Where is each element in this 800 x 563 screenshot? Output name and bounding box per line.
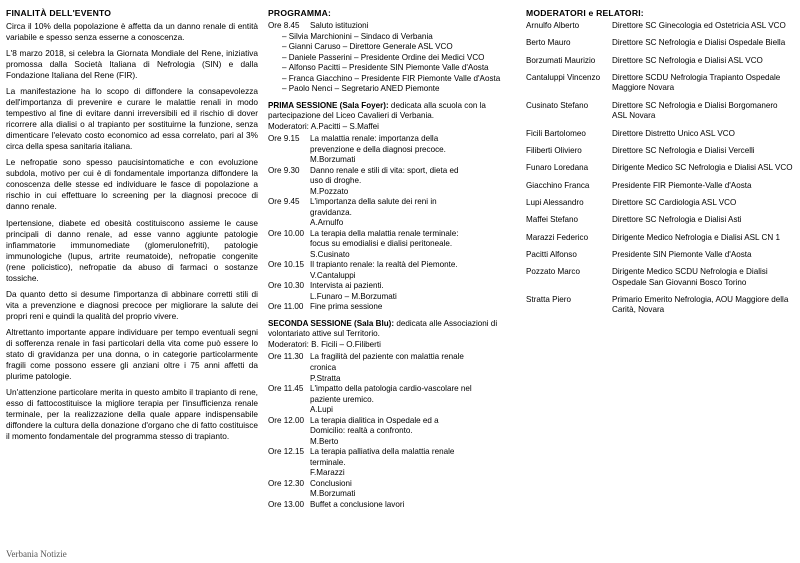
person-role bbox=[612, 163, 794, 180]
item-speaker: P.Stratta bbox=[310, 373, 341, 383]
item-text bbox=[310, 384, 518, 416]
table-row bbox=[526, 181, 794, 198]
session-one-moderators: Moderatori: A.Pacitti – S.Maffei bbox=[268, 121, 379, 131]
person-name: Ficili Bartolomeo bbox=[526, 128, 586, 138]
person-role bbox=[612, 73, 794, 101]
item-text bbox=[310, 197, 518, 229]
item-line: Il trapianto renale: la realtà del Piemonte. bbox=[310, 260, 458, 270]
person-role bbox=[612, 21, 794, 38]
item-speaker: M.Berto bbox=[310, 436, 339, 446]
institution-item: – Gianni Caruso – Direttore Generale ASL VCO bbox=[282, 42, 453, 52]
person-role-line: Dirigente Medico SCDU Nefrologia e Dialisi bbox=[612, 267, 768, 277]
item-speaker: L.Funaro – M.Borzumati bbox=[310, 291, 397, 301]
session-one-heading bbox=[268, 101, 518, 122]
institution-item: – Daniele Passerini – Presidente Ordine dei Medici VCO bbox=[282, 52, 485, 62]
person-name: Lupi Alessandro bbox=[526, 197, 584, 207]
person-name: Cusinato Stefano bbox=[526, 100, 589, 110]
institution-label: Silvia Marchionini – Sindaco di Verbania bbox=[288, 31, 433, 41]
item-line: paziente uremico. bbox=[310, 394, 374, 404]
session-two-item bbox=[268, 352, 518, 384]
item-speaker: V.Cantaluppi bbox=[310, 270, 356, 280]
session-two-moderators: Moderatori: B. Ficili – O.Filiberti bbox=[268, 339, 381, 349]
session-two-heading-bold: SECONDA SESSIONE (Sala Blu): bbox=[268, 318, 395, 328]
person-role-line: Primario Emerito Nefrologia, AOU Maggiore della bbox=[612, 295, 789, 305]
item-text bbox=[310, 281, 518, 302]
person-role-line: Direttore SC Nefrologia e Dialisi Borgomanero bbox=[612, 100, 778, 110]
session-two-heading bbox=[268, 319, 518, 340]
person-role-line: Direttore SC Nefrologia e Dialisi Ospedale Biella bbox=[612, 38, 786, 48]
finalita-paragraph: Circa il 10% della popolazione è affetta da un danno renale di entità variabile e spesso senza esserne a conoscenza. bbox=[6, 21, 258, 43]
column-finalita bbox=[6, 8, 268, 447]
item-time: Ore 9.30 bbox=[268, 165, 300, 175]
item-text bbox=[310, 134, 518, 166]
people-table bbox=[526, 21, 794, 323]
person-name: Borzumati Maurizio bbox=[526, 55, 596, 65]
person-name: Giacchino Franca bbox=[526, 180, 590, 190]
table-row bbox=[526, 215, 794, 232]
finalita-paragraph: Da quanto detto si desume l'importanza di abbinare corretti stili di vita a prevenzione e diagnosi precoce per migliorare la salute dei propri reni e quindi la qualità del proprio vivere. bbox=[6, 288, 258, 321]
item-time: Ore 10.15 bbox=[268, 260, 304, 270]
institution-label: Daniele Passerini – Presidente Ordine dei Medici VCO bbox=[288, 52, 485, 62]
person-name: Filiberti Oliviero bbox=[526, 145, 582, 155]
item-text bbox=[310, 166, 518, 198]
person-name: Cantaluppi Vincenzo bbox=[526, 73, 601, 83]
item-time: Ore 10.30 bbox=[268, 281, 304, 291]
item-line: La terapia palliativa della malattia renale bbox=[310, 447, 455, 457]
item-line: uso di droghe. bbox=[310, 176, 362, 186]
table-row bbox=[526, 129, 794, 146]
column-moderatori-relatori bbox=[526, 8, 794, 323]
item-time: Ore 12.15 bbox=[268, 447, 304, 457]
session-two-item bbox=[268, 447, 518, 479]
item-line: La fragilità del paziente con malattia renale bbox=[310, 352, 464, 362]
session-one-heading-rest: dedicata alla scuola con la partecipazione del Liceo Cavalieri di Verbania. bbox=[268, 100, 486, 121]
item-time: Ore 10.00 bbox=[268, 228, 304, 238]
table-row bbox=[526, 163, 794, 180]
institution-label: Gianni Caruso – Direttore Generale ASL VCO bbox=[288, 42, 453, 52]
person-role-line-2: Maggiore Novara bbox=[612, 83, 675, 93]
person-name: Pacitti Alfonso bbox=[526, 250, 577, 260]
session-one-item bbox=[268, 260, 518, 281]
institution-item: – Paolo Nenci – Segretario ANED Piemonte bbox=[282, 84, 440, 94]
item-text bbox=[310, 416, 518, 448]
person-role bbox=[612, 129, 794, 146]
person-role-line: Direttore SC Cardiologia ASL VCO bbox=[612, 197, 737, 207]
item-text bbox=[310, 260, 518, 281]
session-one-item bbox=[268, 134, 518, 166]
finalita-paragraph: La manifestazione ha lo scopo di diffondere la consapevolezza dell'importanza di prevenire e curare le malattie renali in modo tempestivo al fine di evitare danni irreversibili ed il rischio di dover ricorrere alla dialisi o al trapianto per sostituirne la funzione, senza dimenticare l'elevato costo economico ad essa correlato, pari al 3% circa della spesa sanitaria italiana. bbox=[6, 86, 258, 152]
person-role bbox=[612, 56, 794, 73]
watermark-label: Verbania Notizie bbox=[6, 549, 67, 559]
person-name: Maffei Stefano bbox=[526, 215, 579, 225]
person-role-line: Direttore SC Nefrologia e Dialisi ASL VCO bbox=[612, 55, 763, 65]
person-role bbox=[612, 295, 794, 323]
item-line: La terapia dialitica in Ospedale ed a bbox=[310, 415, 439, 425]
session-one-item bbox=[268, 281, 518, 302]
institution-item: – Silvia Marchionini – Sindaco di Verbania bbox=[282, 31, 433, 41]
session-one-heading-bold: PRIMA SESSIONE (Sala Foyer): bbox=[268, 100, 389, 110]
moderatori-title: MODERATORI e RELATORI: bbox=[526, 8, 644, 18]
item-speaker: M.Borzumati bbox=[310, 489, 356, 499]
person-role bbox=[612, 181, 794, 198]
item-line: gravidanza. bbox=[310, 207, 352, 217]
person-role-line: Direttore SCDU Nefrologia Trapianto Ospedale bbox=[612, 73, 781, 83]
item-line: terminale. bbox=[310, 457, 346, 467]
person-name: Berto Mauro bbox=[526, 38, 571, 48]
item-line: L'importanza della salute dei reni in bbox=[310, 197, 437, 207]
person-name: Arnulfo Alberto bbox=[526, 21, 580, 30]
item-time: Ore 11.30 bbox=[268, 352, 304, 362]
institution-item: – Franca Giacchino – Presidente FIR Piemonte Valle d'Aosta bbox=[282, 73, 501, 83]
item-line: Conclusioni bbox=[310, 478, 352, 488]
table-row bbox=[526, 233, 794, 250]
item-text bbox=[310, 229, 518, 261]
programma-opening-time: Ore 8.45 bbox=[268, 21, 300, 30]
session-one-item bbox=[268, 302, 518, 313]
item-time: Ore 11.45 bbox=[268, 384, 304, 394]
item-text bbox=[310, 352, 518, 384]
person-role-line-2: Carità, Novara bbox=[612, 305, 665, 315]
item-line: cronica bbox=[310, 362, 337, 372]
finalita-title: FINALITÀ DELL'EVENTO bbox=[6, 8, 112, 18]
session-one-item bbox=[268, 166, 518, 198]
person-role-line: Direttore SC Nefrologia e Dialisi Vercelli bbox=[612, 145, 755, 155]
person-role bbox=[612, 101, 794, 129]
table-row bbox=[526, 21, 794, 38]
item-line: Intervista ai pazienti. bbox=[310, 281, 384, 291]
person-name: Marazzi Federico bbox=[526, 232, 589, 242]
item-line: La malattia renale: importanza della bbox=[310, 134, 439, 144]
finalita-paragraph: Le nefropatie sono spesso paucisintomatiche e con evoluzione subdola, motivo per cui è di fondamentale importanza diffondere la conoscenza delle stesse ed individuare le fasce di popolazione a rischio in cui effettuare lo screening per la diagnosi precoce di danno renale. bbox=[6, 157, 258, 212]
finalita-paragraph: Altrettanto importante appare individuare per tempo eventuali segni di sofferenza renale in fasi particolari della vita come può essere lo stato di gravidanza per una donna, o in categorie particolarmente fragili come possono essere gli anziani oltre i 75 anni affetti da plurime patologie. bbox=[6, 326, 258, 381]
finalita-paragraph: L'8 marzo 2018, si celebra la Giornata Mondiale del Rene, iniziativa promossa dalla Società Italiana di Nefrologia (SIN) e dalla Fondazione Italiana del Rene (FIR). bbox=[6, 48, 258, 81]
table-row bbox=[526, 56, 794, 73]
column-programma bbox=[268, 8, 526, 510]
institution-item: – Alfonso Pacitti – Presidente SIN Piemonte Valle d'Aosta bbox=[282, 63, 489, 73]
session-two-item bbox=[268, 479, 518, 500]
table-row bbox=[526, 198, 794, 215]
person-role-line: Direttore SC Ginecologia ed Ostetricia ASL VCO bbox=[612, 21, 786, 30]
session-two-item bbox=[268, 500, 518, 511]
person-role bbox=[612, 233, 794, 250]
table-row bbox=[526, 146, 794, 163]
session-one-item bbox=[268, 197, 518, 229]
item-line: Domicilio: realtà a confronto. bbox=[310, 426, 413, 436]
person-role-line: Dirigente Medico SC Nefrologia e Dialisi ASL VCO bbox=[612, 163, 793, 173]
person-role-line: Presidente SIN Piemonte Valle d'Aosta bbox=[612, 250, 752, 260]
session-two-item bbox=[268, 384, 518, 416]
session-two-heading-rest: dedicata alle Associazioni di volontariato attive sul Territorio. bbox=[268, 318, 498, 339]
person-role bbox=[612, 198, 794, 215]
item-speaker: A.Lupi bbox=[310, 405, 333, 415]
item-line: focus su emodialisi e dialisi peritoneale. bbox=[310, 239, 453, 249]
item-time: Ore 12.30 bbox=[268, 478, 304, 488]
finalita-paragraph: Ipertensione, diabete ed obesità costituiscono assieme le cause principali di danno renale, ad esse vanno aggiunte patologie infiammatorie immunomediate (glomerulonefriti), patologie immunologiche (lupus, artrite reumatoide), nefropatie congenite (rene policistico), nefropatie da abuso di farmaci o sostanze tossiche. bbox=[6, 217, 258, 283]
item-speaker: S.Cusinato bbox=[310, 249, 350, 259]
item-speaker: A.Arnulfo bbox=[310, 218, 344, 228]
programma-opening-text: Saluto istituzioni bbox=[310, 21, 369, 30]
person-role-line: Dirigente Medico Nefrologia e Dialisi ASL CN 1 bbox=[612, 232, 780, 242]
person-role bbox=[612, 267, 794, 295]
item-line: Danno renale e stili di vita: sport, dieta ed bbox=[310, 165, 459, 175]
item-line: Buffet a conclusione lavori bbox=[310, 499, 405, 509]
finalita-paragraph: Un'attenzione particolare merita in questo ambito il trapianto di rene, esso di fattocostituisce la migliore terapia per l'insufficienza renale terminale, per la realizzazione della quale appare indispensabile diffondere la cultura della donazione d'organo che di fatto costituisce il momento fondamentale del programma stesso di trapianto. bbox=[6, 386, 258, 442]
session-one-item bbox=[268, 229, 518, 261]
table-row bbox=[526, 250, 794, 267]
person-role-line-2: Ospedale San Giovanni Bosco Torino bbox=[612, 277, 747, 287]
programma-opening bbox=[268, 21, 518, 32]
person-role bbox=[612, 146, 794, 163]
person-role-line: Direttore SC Nefrologia e Dialisi Asti bbox=[612, 215, 742, 225]
institution-label: Paolo Nenci – Segretario ANED Piemonte bbox=[288, 84, 440, 94]
person-role bbox=[612, 250, 794, 267]
table-row bbox=[526, 267, 794, 295]
person-role-line: Presidente FIR Piemonte-Valle d'Aosta bbox=[612, 180, 752, 190]
item-line: L'impatto della patologia cardio-vascolare nel bbox=[310, 384, 472, 394]
institution-label: Franca Giacchino – Presidente FIR Piemonte Valle d'Aosta bbox=[288, 73, 501, 83]
person-name: Funaro Loredana bbox=[526, 163, 589, 173]
item-line: Fine prima sessione bbox=[310, 302, 383, 312]
item-text bbox=[310, 447, 518, 479]
item-text bbox=[310, 479, 518, 500]
programma-title: PROGRAMMA: bbox=[268, 8, 332, 18]
person-role-line: Direttore Distretto Unico ASL VCO bbox=[612, 128, 735, 138]
table-row bbox=[526, 295, 794, 323]
item-speaker: M.Pozzato bbox=[310, 186, 349, 196]
item-speaker: F.Marazzi bbox=[310, 468, 345, 478]
person-role bbox=[612, 38, 794, 55]
item-time: Ore 9.45 bbox=[268, 197, 300, 207]
item-time: Ore 9.15 bbox=[268, 134, 300, 144]
table-row bbox=[526, 101, 794, 129]
item-time: Ore 13.00 bbox=[268, 499, 304, 509]
person-name: Pozzato Marco bbox=[526, 267, 580, 277]
item-time: Ore 12.00 bbox=[268, 415, 304, 425]
three-column-layout bbox=[6, 8, 794, 510]
item-speaker: M.Borzumati bbox=[310, 155, 356, 165]
person-role-line-2: ASL Novara bbox=[612, 111, 656, 121]
item-line: La terapia della malattia renale terminale: bbox=[310, 228, 459, 238]
session-two-item bbox=[268, 416, 518, 448]
table-row bbox=[526, 73, 794, 101]
person-role bbox=[612, 215, 794, 232]
person-name: Stratta Piero bbox=[526, 295, 571, 305]
institution-label: Alfonso Pacitti – Presidente SIN Piemonte Valle d'Aosta bbox=[288, 63, 489, 73]
item-time: Ore 11.00 bbox=[268, 302, 304, 312]
item-line: prevenzione e della diagnosi precoce. bbox=[310, 144, 446, 154]
table-row bbox=[526, 38, 794, 55]
